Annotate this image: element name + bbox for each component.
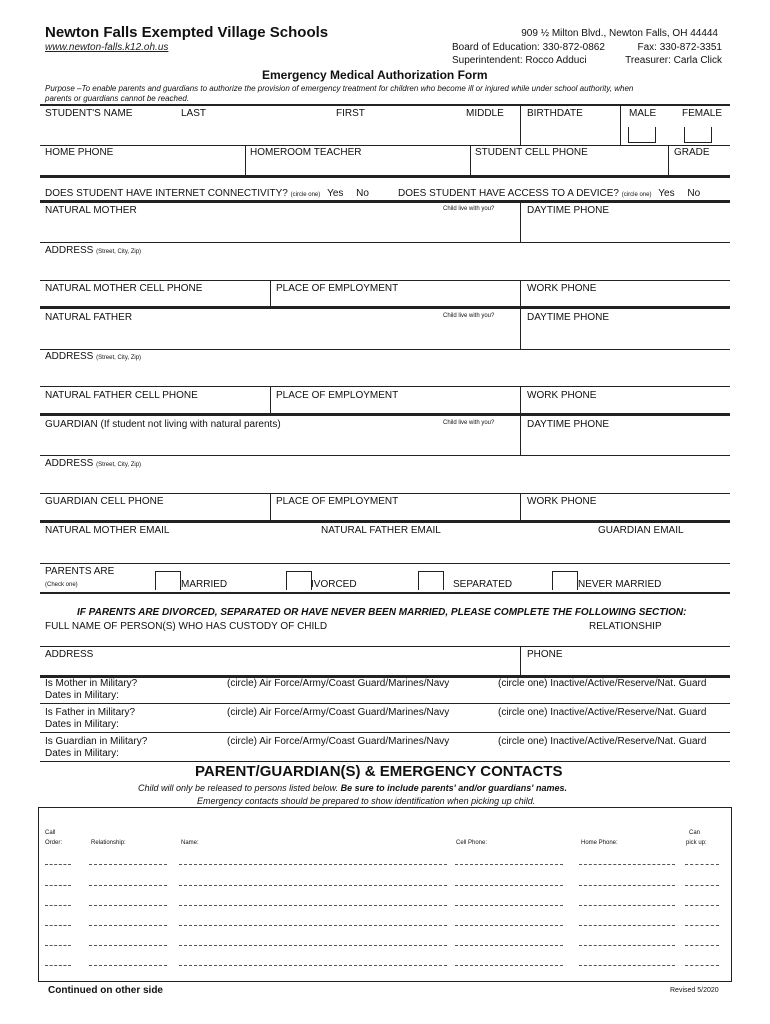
birthdate-label: BIRTHDATE bbox=[527, 108, 583, 119]
father-child-live: Child live with you? bbox=[443, 313, 495, 319]
col-name: Name: bbox=[181, 840, 199, 846]
guardian-daytime-label: DAYTIME PHONE bbox=[527, 419, 610, 430]
device-question: DOES STUDENT HAVE ACCESS TO A DEVICE? (circle one) Yes No bbox=[398, 188, 701, 199]
male-label: MALE bbox=[629, 108, 657, 119]
contacts-table bbox=[38, 807, 732, 982]
parents-are-label: PARENTS ARE bbox=[45, 566, 115, 577]
guardian-cell-label: GUARDIAN CELL PHONE bbox=[45, 496, 164, 507]
grade-label: GRADE bbox=[674, 147, 710, 158]
father-military-status: (circle one) Inactive/Active/Reserve/Nat. Guard bbox=[498, 707, 707, 718]
home-phone-label: HOME PHONE bbox=[45, 147, 114, 158]
revised-date: Revised 5/2020 bbox=[670, 987, 719, 994]
guardian-military-branch: (circle) Air Force/Army/Coast Guard/Marines/Navy bbox=[227, 736, 450, 747]
mother-employment-label: PLACE OF EMPLOYMENT bbox=[276, 283, 399, 294]
col-pickup: pick up: bbox=[686, 840, 707, 846]
father-military-branch: (circle) Air Force/Army/Coast Guard/Marines/Navy bbox=[227, 707, 450, 718]
male-checkbox[interactable] bbox=[628, 127, 656, 143]
father-military-q: Is Father in Military? bbox=[45, 707, 136, 718]
col-cell-phone: Cell Phone: bbox=[456, 840, 488, 846]
mother-work-label: WORK PHONE bbox=[527, 283, 597, 294]
divorced-checkbox[interactable] bbox=[286, 571, 312, 590]
col-can: Can bbox=[689, 830, 701, 836]
device-yes[interactable]: Yes bbox=[658, 188, 675, 199]
student-name-label: STUDENT'S NAME bbox=[45, 108, 133, 119]
custody-relationship-label: RELATIONSHIP bbox=[589, 621, 662, 632]
divorced-label: IVORCED bbox=[311, 579, 357, 590]
form-title: Emergency Medical Authorization Form bbox=[262, 68, 488, 82]
treasurer: Treasurer: Carla Click bbox=[625, 55, 722, 66]
school-address: 909 ½ Milton Blvd., Newton Falls, OH 44444 bbox=[521, 28, 718, 39]
married-checkbox[interactable] bbox=[155, 571, 181, 590]
custody-instruction: IF PARENTS ARE DIVORCED, SEPARATED OR HAVE NEVER BEEN MARRIED, PLEASE COMPLETE THE FOLLOWING SECTION: bbox=[77, 607, 687, 618]
guardian-employment-label: PLACE OF EMPLOYMENT bbox=[276, 496, 399, 507]
father-address-label: ADDRESS (Street, City, Zip) bbox=[45, 351, 142, 362]
col-home-phone: Home Phone: bbox=[581, 840, 618, 846]
fax-number: Fax: 330-872-3351 bbox=[637, 42, 722, 53]
female-checkbox[interactable] bbox=[684, 127, 712, 143]
mother-label: NATURAL MOTHER bbox=[45, 205, 137, 216]
contacts-note-1: Child will only be released to persons listed below. Be sure to include parents' and/or guardians' names. bbox=[138, 783, 567, 793]
internet-no[interactable]: No bbox=[356, 188, 369, 199]
mother-military-dates: Dates in Military: bbox=[45, 690, 119, 701]
father-military-dates: Dates in Military: bbox=[45, 719, 119, 730]
col-call: Call bbox=[45, 830, 56, 836]
mother-military-status: (circle one) Inactive/Active/Reserve/Nat. Guard bbox=[498, 678, 707, 689]
custody-address-label: ADDRESS bbox=[45, 649, 94, 660]
guardian-military-status: (circle one) Inactive/Active/Reserve/Nat. Guard bbox=[498, 736, 707, 747]
never-married-label: NEVER MARRIED bbox=[578, 579, 662, 590]
superintendent: Superintendent: Rocco Adduci bbox=[452, 55, 587, 66]
continued-note: Continued on other side bbox=[48, 985, 163, 996]
father-work-label: WORK PHONE bbox=[527, 390, 597, 401]
first-name-label: FIRST bbox=[336, 108, 365, 119]
mother-address-label: ADDRESS (Street, City, Zip) bbox=[45, 245, 142, 256]
internet-question: DOES STUDENT HAVE INTERNET CONNECTIVITY? (circle one) Yes No bbox=[45, 188, 369, 199]
guardian-email-label: GUARDIAN EMAIL bbox=[598, 525, 684, 536]
guardian-work-label: WORK PHONE bbox=[527, 496, 597, 507]
check-one-hint: (Check one) bbox=[45, 582, 78, 588]
father-label: NATURAL FATHER bbox=[45, 312, 133, 323]
school-name: Newton Falls Exempted Village Schools bbox=[45, 24, 329, 41]
contacts-title: PARENT/GUARDIAN(S) & EMERGENCY CONTACTS bbox=[195, 763, 563, 780]
custody-phone-label: PHONE bbox=[527, 649, 563, 660]
last-name-label: LAST bbox=[181, 108, 207, 119]
device-no[interactable]: No bbox=[687, 188, 701, 199]
mother-military-q: Is Mother in Military? bbox=[45, 678, 138, 689]
homeroom-label: HOMEROOM TEACHER bbox=[250, 147, 362, 158]
contacts-note-2: Emergency contacts should be prepared to show identification when picking up child. bbox=[197, 796, 536, 806]
married-label: MARRIED bbox=[181, 579, 228, 590]
guardian-address-label: ADDRESS (Street, City, Zip) bbox=[45, 458, 142, 469]
father-cell-label: NATURAL FATHER CELL PHONE bbox=[45, 390, 198, 401]
purpose-line-2: parents or guardians cannot be reached. bbox=[45, 94, 190, 103]
col-relationship: Relationship: bbox=[91, 840, 126, 846]
middle-name-label: MIDDLE bbox=[466, 108, 504, 119]
guardian-child-live: Child live with you? bbox=[443, 420, 495, 426]
separated-label: SEPARATED bbox=[453, 579, 513, 590]
father-employment-label: PLACE OF EMPLOYMENT bbox=[276, 390, 399, 401]
father-email-label: NATURAL FATHER EMAIL bbox=[321, 525, 441, 536]
purpose-line-1: Purpose –To enable parents and guardians to authorize the provision of emergency treatment for children who become ill or injured while under school authority, when bbox=[45, 84, 634, 93]
custody-name-label: FULL NAME OF PERSON(S) WHO HAS CUSTODY OF CHILD bbox=[45, 621, 328, 632]
col-order: Order: bbox=[45, 840, 63, 846]
board-phone: Board of Education: 330-872-0862 bbox=[452, 42, 605, 53]
mother-email-label: NATURAL MOTHER EMAIL bbox=[45, 525, 170, 536]
female-label: FEMALE bbox=[682, 108, 723, 119]
student-cell-label: STUDENT CELL PHONE bbox=[475, 147, 588, 158]
mother-cell-label: NATURAL MOTHER CELL PHONE bbox=[45, 283, 203, 294]
guardian-military-dates: Dates in Military: bbox=[45, 748, 119, 759]
website-link[interactable]: www.newton-falls.k12.oh.us bbox=[45, 42, 169, 53]
separated-checkbox[interactable] bbox=[418, 571, 444, 590]
mother-military-branch: (circle) Air Force/Army/Coast Guard/Marines/Navy bbox=[227, 678, 450, 689]
father-daytime-label: DAYTIME PHONE bbox=[527, 312, 610, 323]
guardian-military-q: Is Guardian in Military? bbox=[45, 736, 148, 747]
mother-child-live: Child live with you? bbox=[443, 206, 495, 212]
never-married-checkbox[interactable] bbox=[552, 571, 578, 590]
internet-yes[interactable]: Yes bbox=[327, 188, 344, 199]
guardian-label: GUARDIAN (If student not living with natural parents) bbox=[45, 419, 281, 430]
mother-daytime-label: DAYTIME PHONE bbox=[527, 205, 610, 216]
